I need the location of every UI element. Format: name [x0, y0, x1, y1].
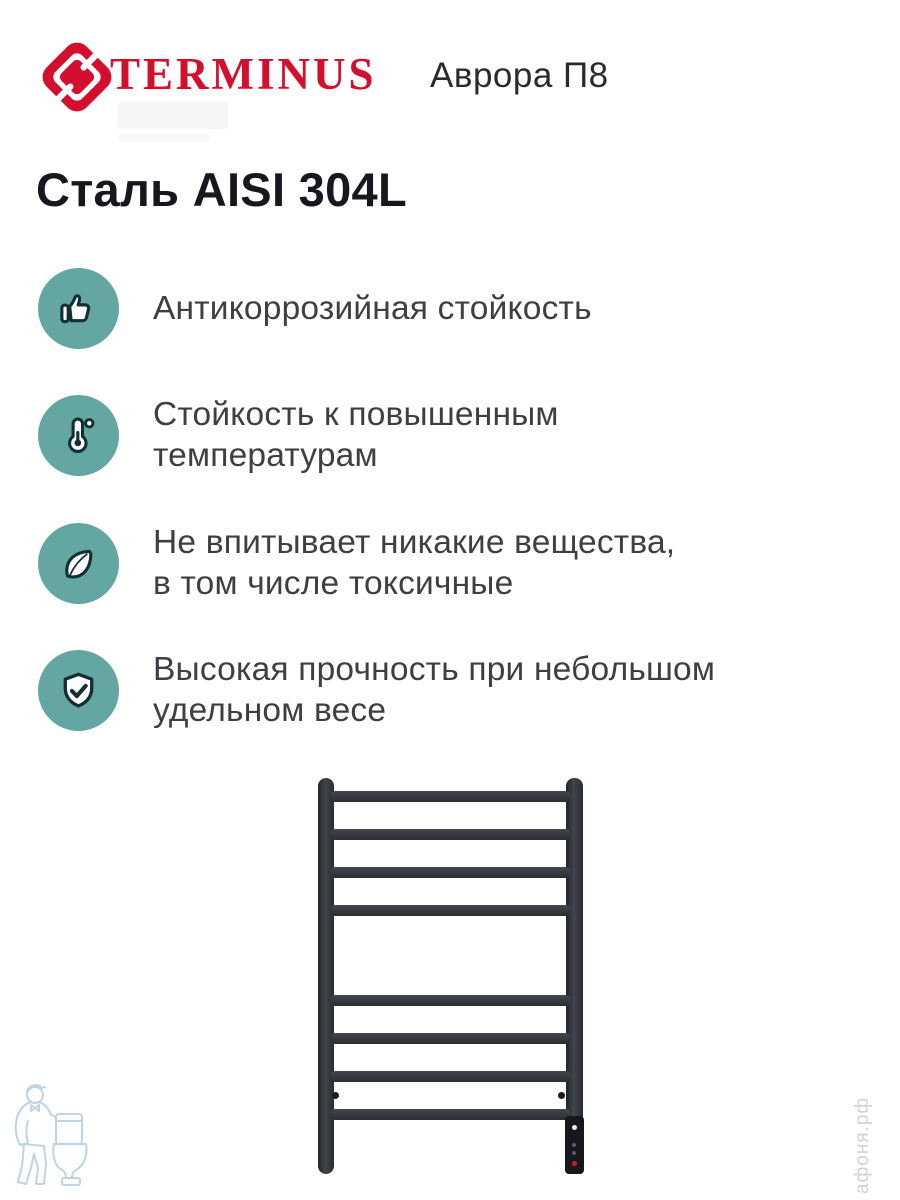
feature-line: Высокая прочность при небольшом [153, 651, 716, 688]
feature-row-temperature [38, 393, 559, 477]
brand-name: TERMINUS [110, 49, 377, 99]
faded-logo-remnant [118, 101, 228, 129]
feature-line: удельном весе [153, 692, 387, 729]
feature-row-anticorrosion [38, 266, 592, 350]
status-led [571, 1160, 578, 1167]
thumbs-up-icon [38, 268, 119, 349]
leaf-icon [38, 523, 119, 604]
rail-rung [330, 1109, 571, 1120]
rail-rung [330, 905, 571, 916]
feature-text [153, 394, 559, 476]
rail-rung [330, 791, 571, 802]
panel-glyph [572, 1151, 576, 1155]
rail-rung [330, 995, 571, 1006]
feature-row-strength [38, 648, 715, 732]
thermometer-icon [38, 395, 119, 476]
rail-rung [330, 1071, 571, 1082]
product-model: Аврора П8 [430, 56, 609, 95]
feature-text [153, 649, 715, 731]
panel-glyph [572, 1143, 576, 1147]
feature-row-non-absorbent [38, 521, 675, 605]
feature-line: Не впитывает никакие вещества, [153, 524, 676, 561]
rail-rung [330, 867, 571, 878]
rail-control-panel [565, 1116, 584, 1174]
plumber-mascot-watermark [4, 1074, 106, 1198]
faded-logo-remnant-bar [118, 134, 210, 142]
site-watermark: афоня.рф [852, 1096, 873, 1194]
rail-rung [330, 1033, 571, 1044]
feature-line: Стойкость к повышенным [153, 396, 559, 433]
terminus-diamond-logo-icon [34, 34, 120, 120]
wall-mount-dot [332, 1092, 339, 1099]
feature-line: в том числе токсичные [153, 565, 514, 602]
feature-line: Антикоррозийная стойкость [153, 289, 592, 327]
wall-mount-dot [558, 1092, 565, 1099]
feature-text [153, 522, 675, 604]
shield-check-icon [38, 650, 119, 731]
feature-line: температурам [153, 437, 378, 474]
rail-rung [330, 829, 571, 840]
power-led [572, 1125, 577, 1130]
feature-text [153, 288, 592, 329]
page-title: Сталь AISI 304L [36, 163, 407, 216]
